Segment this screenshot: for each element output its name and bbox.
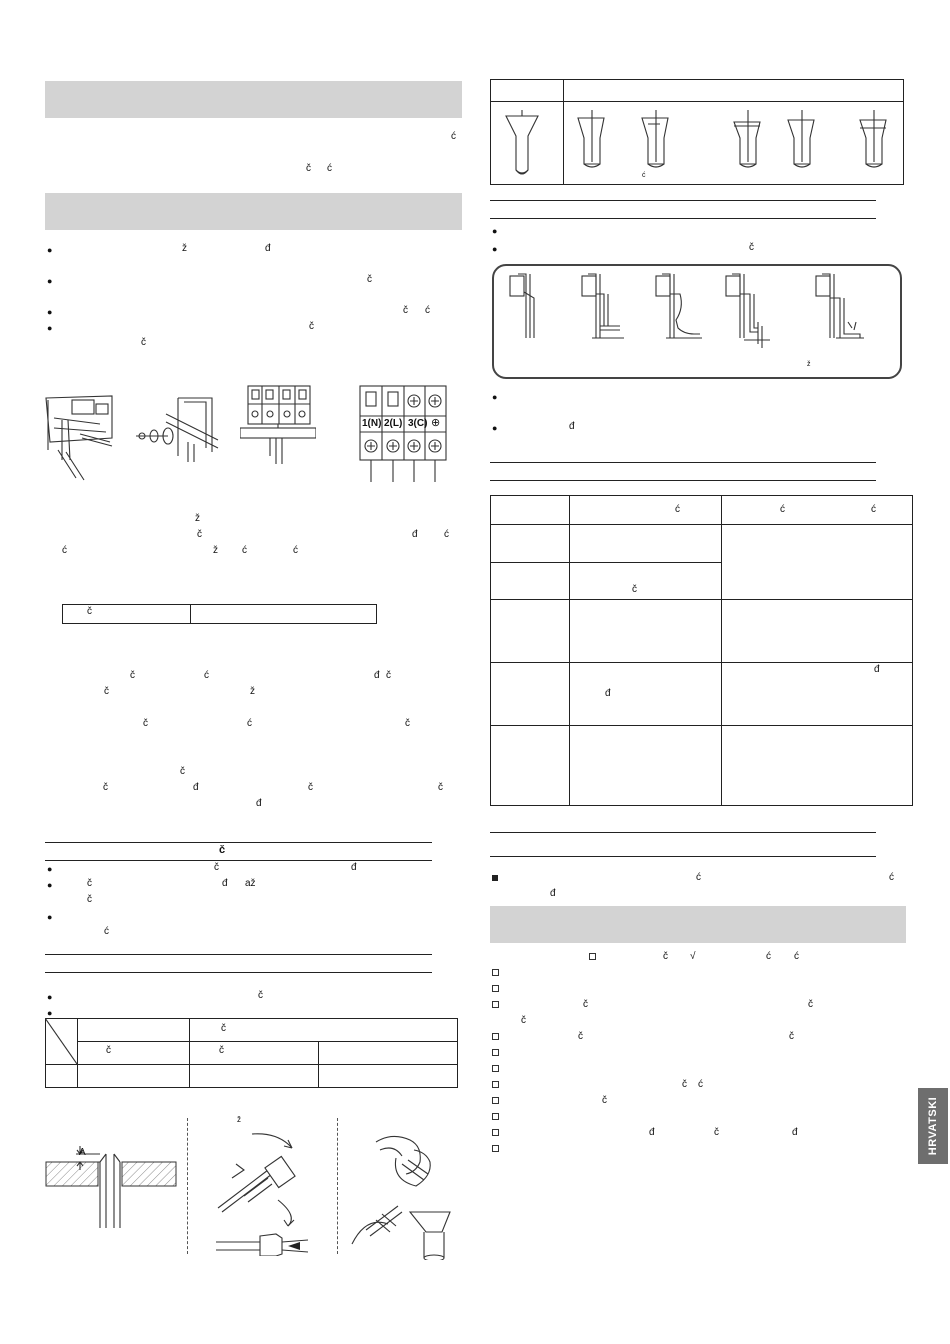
checklist-box [492,1145,499,1152]
char: ž [250,686,255,697]
checklist-box [492,1049,499,1056]
char: č [180,766,185,777]
char: č [219,1045,224,1056]
char: č [714,1127,719,1138]
bullet: ● [492,244,498,254]
char: č [87,894,92,905]
char: č [583,999,588,1010]
char: ć [780,504,785,515]
section-rule [490,200,876,201]
char: đ [550,888,556,899]
bullet: ● [47,880,53,890]
char: ž [195,513,200,524]
section-rule [490,856,876,857]
char: đ [256,798,262,809]
flaring-tool-figure [346,1128,462,1260]
section-rule [490,218,876,219]
char: ć [247,718,252,729]
section-header-band-2 [45,193,462,230]
terminal-label-l: 2(L) [384,418,403,429]
table-line [490,562,721,563]
char: đ [605,688,611,699]
section-rule [490,462,876,463]
checklist-box [492,1033,499,1040]
nut-tightening-figure [208,1126,328,1256]
section-rule [490,480,876,481]
table-line [569,495,570,806]
section-rule [45,842,432,843]
cable-spec-table-divider [190,604,191,624]
cable-spec-table [62,604,377,624]
char: až [245,878,256,889]
table-line [490,599,913,600]
checklist-box [492,1065,499,1072]
flare-check-header-cell [491,80,564,102]
bullet: ● [47,245,53,255]
char: ć [871,504,876,515]
flare-check-header-cell [564,80,904,102]
checklist-box [492,1081,499,1088]
char: č [221,1023,226,1034]
section-rule [45,954,432,955]
table-line [490,725,913,726]
checklist-box [492,1129,499,1136]
char: ć [642,172,646,179]
table-line [77,1018,78,1088]
bullet: ● [492,392,498,402]
checkbox-symbol [589,953,596,960]
table-line [490,524,913,525]
char: č [143,718,148,729]
table-line [45,1064,458,1065]
char: č [521,1015,526,1026]
char: đ [265,243,271,254]
section-header-band-1 [45,81,462,118]
cable-clamp-figure [132,392,220,464]
char: ć [698,1079,703,1090]
language-tab-label: HRVATSKI [927,1096,939,1156]
terminal-label-n: 1(N) [362,418,382,429]
char: ć [889,872,894,883]
bullet: ● [47,323,53,333]
dimension-label-a: A [79,1147,86,1158]
char: đ [222,878,228,889]
bullet: ● [492,226,498,236]
section-header-band-3 [490,906,906,943]
checklist-box [492,969,499,976]
char: č [306,163,311,174]
char: č [403,305,408,316]
char: č [87,878,92,889]
bullet: ● [47,276,53,286]
char: đ [193,782,199,793]
terminal-label-c: 3(C) [408,418,428,429]
square-bullet [492,875,498,881]
indoor-unit-wiring-figure [40,390,122,482]
checklist-box [492,1001,499,1008]
char: đ [649,1127,655,1138]
flare-height-figure [40,1140,180,1230]
bullet: ● [47,864,53,874]
char: č [602,1095,607,1106]
char: č [104,686,109,697]
char: đ [792,1127,798,1138]
char: ć [696,872,701,883]
table-line [318,1041,319,1088]
char: đ [374,670,380,681]
bullet: ● [47,992,53,1002]
terminal-strip-figure [358,384,450,484]
char: č [130,670,135,681]
char: ć [62,545,67,556]
char: č [578,1031,583,1042]
char: ć [794,951,799,962]
char: ć [766,951,771,962]
char: č [214,862,219,873]
char: ć [327,163,332,174]
checklist-box [492,1113,499,1120]
table-line [77,1041,458,1042]
table-line [189,1018,190,1088]
char: č [789,1031,794,1042]
section-rule [490,832,876,833]
char: ž [182,243,187,254]
char: đ [569,421,575,432]
char: ć [242,545,247,556]
char: č [309,321,314,332]
terminal-label-earth: ⊕ [431,417,441,429]
char: đ [874,664,880,675]
char: č [141,337,146,348]
table-line [721,495,722,806]
language-tab [918,1088,948,1164]
check-table [490,495,913,806]
terminal-block-figure [240,384,316,464]
char: č [682,1079,687,1090]
char: đ [351,862,357,873]
char: đ [412,529,418,540]
table-diagonal [45,1018,77,1064]
char: ć [104,926,109,937]
char: č [219,844,226,856]
char: ć [451,131,456,142]
char: ć [675,504,680,515]
char: ž [237,1115,241,1124]
drain-pipe-figure [500,268,896,374]
section-rule [45,860,432,861]
figure-divider-dashed [337,1118,338,1254]
char: √ [690,951,696,962]
char: č [258,990,263,1001]
bullet: ● [47,912,53,922]
char: č [438,782,443,793]
flare-samples-figure [496,106,896,182]
char: č [197,529,202,540]
char: ć [444,529,449,540]
char: č [808,999,813,1010]
section-rule [45,972,432,973]
bullet: ● [47,1008,53,1018]
bullet: ● [47,307,53,317]
figure-divider-dashed [187,1118,188,1254]
char: č [405,718,410,729]
checklist-box [492,1097,499,1104]
char: ć [293,545,298,556]
char: ž [213,545,218,556]
char: č [106,1045,111,1056]
char: č [386,670,391,681]
char: č [663,951,668,962]
bullet: ● [492,423,498,433]
char: ć [425,305,430,316]
char: č [87,606,92,617]
char: č [367,274,372,285]
char: ć [204,670,209,681]
checklist-box [492,985,499,992]
char: ž [807,361,811,368]
char: č [749,242,754,253]
char: č [632,584,637,595]
char: č [103,782,108,793]
table-line [490,662,913,663]
char: č [308,782,313,793]
